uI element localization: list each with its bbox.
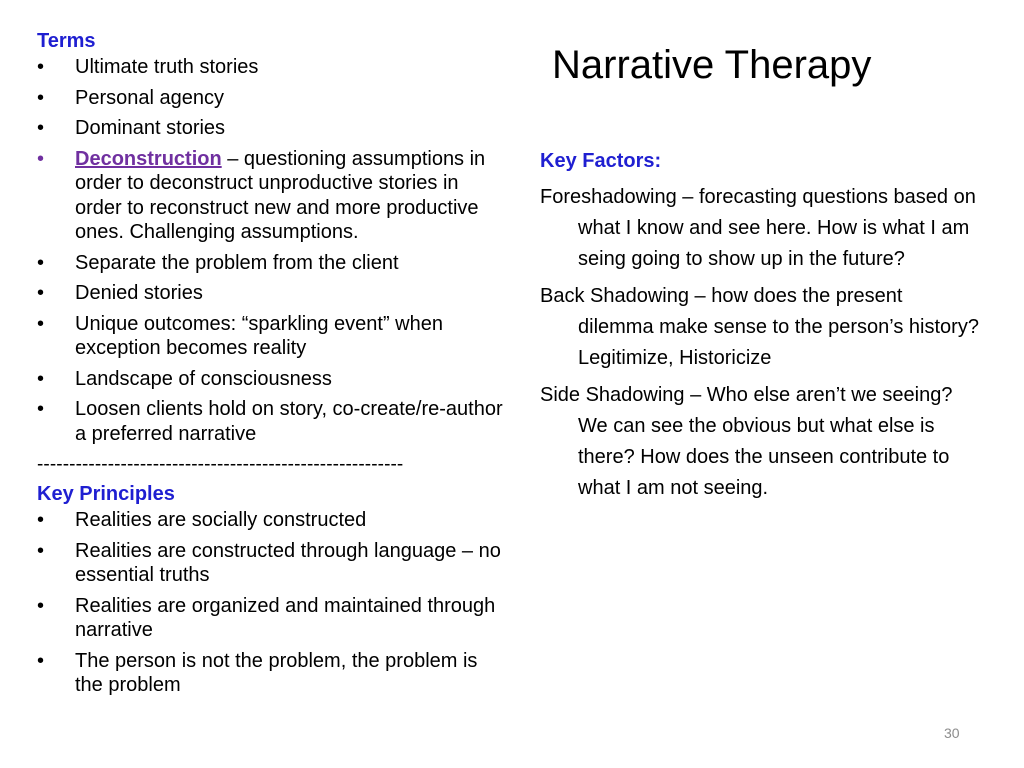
factor-back-shadowing: Back Shadowing – how does the present dilemma make sense to the person’s history? Legitimize, Historicize [540,285,979,369]
list-item [37,86,507,111]
list-item-text: The person is not the problem, the problem is the problem [75,649,478,696]
list-item [37,397,507,446]
list-item [37,367,507,392]
page-number: 30 [944,725,960,741]
list-item [37,649,507,698]
bullet-icon: • [37,398,45,420]
bullet-icon: • [37,117,45,139]
bullet-icon: • [37,86,45,109]
slide-title: Narrative Therapy [552,43,872,87]
principles-heading: Key Principles [37,483,175,505]
key-factors-heading: Key Factors: [540,150,662,172]
list-item [37,147,507,245]
list-item [37,116,507,141]
list-item-text: – questioning assumptions in order to deconstruct unproductive stories in order to reconstruct new and more productive ones. Challenging assumptions. [75,147,486,243]
list-item-text: Separate the problem from the client [75,251,399,274]
list-item-text: Realities are constructed through language – no essential truths [75,539,501,586]
list-item [37,508,507,533]
bullet-icon: • [37,594,45,617]
list-item-text: Unique outcomes: “sparkling event” when exception becomes reality [75,312,443,359]
bullet-icon: • [37,312,45,335]
factor-foreshadowing: Foreshadowing – forecasting questions based on what I know and see here. How is what I am seing going to show up in the future? [540,186,976,270]
list-item-text: Realities are socially constructed [75,509,367,531]
list-item [37,55,507,80]
terms-heading: Terms [37,30,96,52]
bullet-icon: • [37,649,45,672]
list-item-text: Denied stories [75,282,203,304]
bullet-icon: • [37,539,45,562]
list-item-text: Landscape of consciousness [75,367,332,390]
bullet-icon: • [37,147,45,170]
right-column [540,146,980,510]
deconstruction-link[interactable]: Deconstruction [75,147,222,170]
list-item-text: Dominant stories [75,117,226,139]
list-item [37,281,507,306]
list-item-text: Realities are organized and maintained through narrative [75,594,496,641]
bullet-icon: • [37,251,45,274]
bullet-icon: • [37,282,45,304]
bullet-icon: • [37,56,45,78]
principles-list [37,508,507,698]
list-item-text: Ultimate truth stories [75,56,259,78]
list-item [37,251,507,276]
bullet-icon: • [37,367,45,390]
factor-side-shadowing: Side Shadowing – Who else aren’t we seeing? We can see the obvious but what else is there? How does the unseen contribute to what I am not seeing. [540,384,953,499]
list-item-text: Loosen clients hold on story, co-create/re-author a preferred narrative [75,398,503,445]
list-item-text: Personal agency [75,86,224,109]
list-item [37,539,507,588]
list-item [37,594,507,643]
list-item [37,312,507,361]
terms-list [37,55,507,446]
bullet-icon: • [37,509,45,531]
section-divider: --------------------------------------------------------- [37,454,404,475]
left-column [37,27,507,704]
